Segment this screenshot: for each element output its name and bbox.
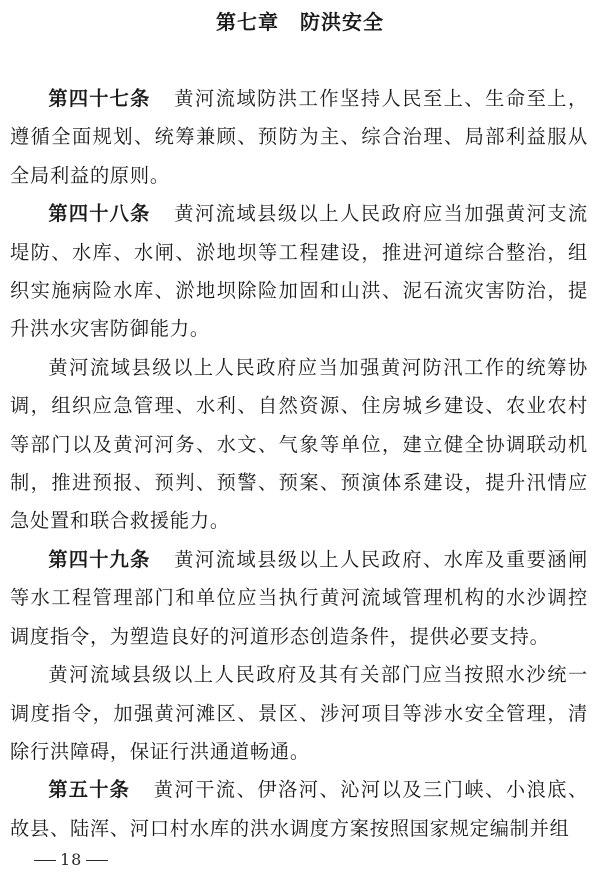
article-number: 第四十八条 [48,202,151,226]
paragraph-text: 黄河流域县级以上人民政府、水库及重要涵闸等水工程管理部门和单位应当执行黄河流域管理机构的水沙调控调度指令，为塑造良好的河道形态创造条件，提供必要支持。 [10,547,589,648]
paragraph-text: 黄河流域防洪工作坚持人民至上、生命至上，遵循全面规划、统筹兼顾、预防为主、综合治理、局部利益服从全局利益的原则。 [10,87,589,187]
document-body [10,80,588,848]
chapter-title: 第七章 防洪安全 [216,10,384,34]
paragraph-article-48 [10,195,588,349]
paragraph-article-48-part-2 [10,349,588,541]
paragraph-article-49-part-2 [10,656,588,771]
page-footer [30,850,112,869]
paragraph-text: 黄河流域县级以上人民政府及其有关部门应当按照水沙统一调度指令，加强黄河滩区、景区、涉河项目等涉水安全管理，清除行洪障碍，保证行洪通道畅通。 [10,663,588,763]
article-number: 第五十条 [48,778,131,802]
paragraph-text: 黄河流域县级以上人民政府应当加强黄河防汛工作的统筹协调，组织应急管理、水利、自然资源、住房城乡建设、农业农村等部门以及黄河河务、水文、气象等单位，建立健全协调联动机制，推进预报、预判、预警、预案、预演体系建设，提升汛情应急处置和联合救援能力。 [10,355,588,533]
article-number: 第四十七条 [48,87,151,110]
paragraph-article-50 [10,771,588,848]
paragraph-article-49 [10,541,588,656]
article-number: 第四十九条 [48,547,151,571]
paragraph-text: 黄河干流、伊洛河、沁河以及三门峡、小浪底、故县、陆浑、河口村水库的洪水调度方案按照国家规定编制并组 [10,778,589,840]
paragraph-article-47 [10,80,588,195]
footer-dash-right [86,860,108,861]
paragraph-text: 黄河流域县级以上人民政府应当加强黄河支流堤防、水库、水闸、淤地坝等工程建设，推进河道综合整治，组织实施病险水库、淤地坝除险加固和山洪、泥石流灾害防治，提升洪水灾害防御能力。 [10,202,589,341]
page-number: 18 [60,850,83,869]
footer-dash-left [34,860,56,861]
